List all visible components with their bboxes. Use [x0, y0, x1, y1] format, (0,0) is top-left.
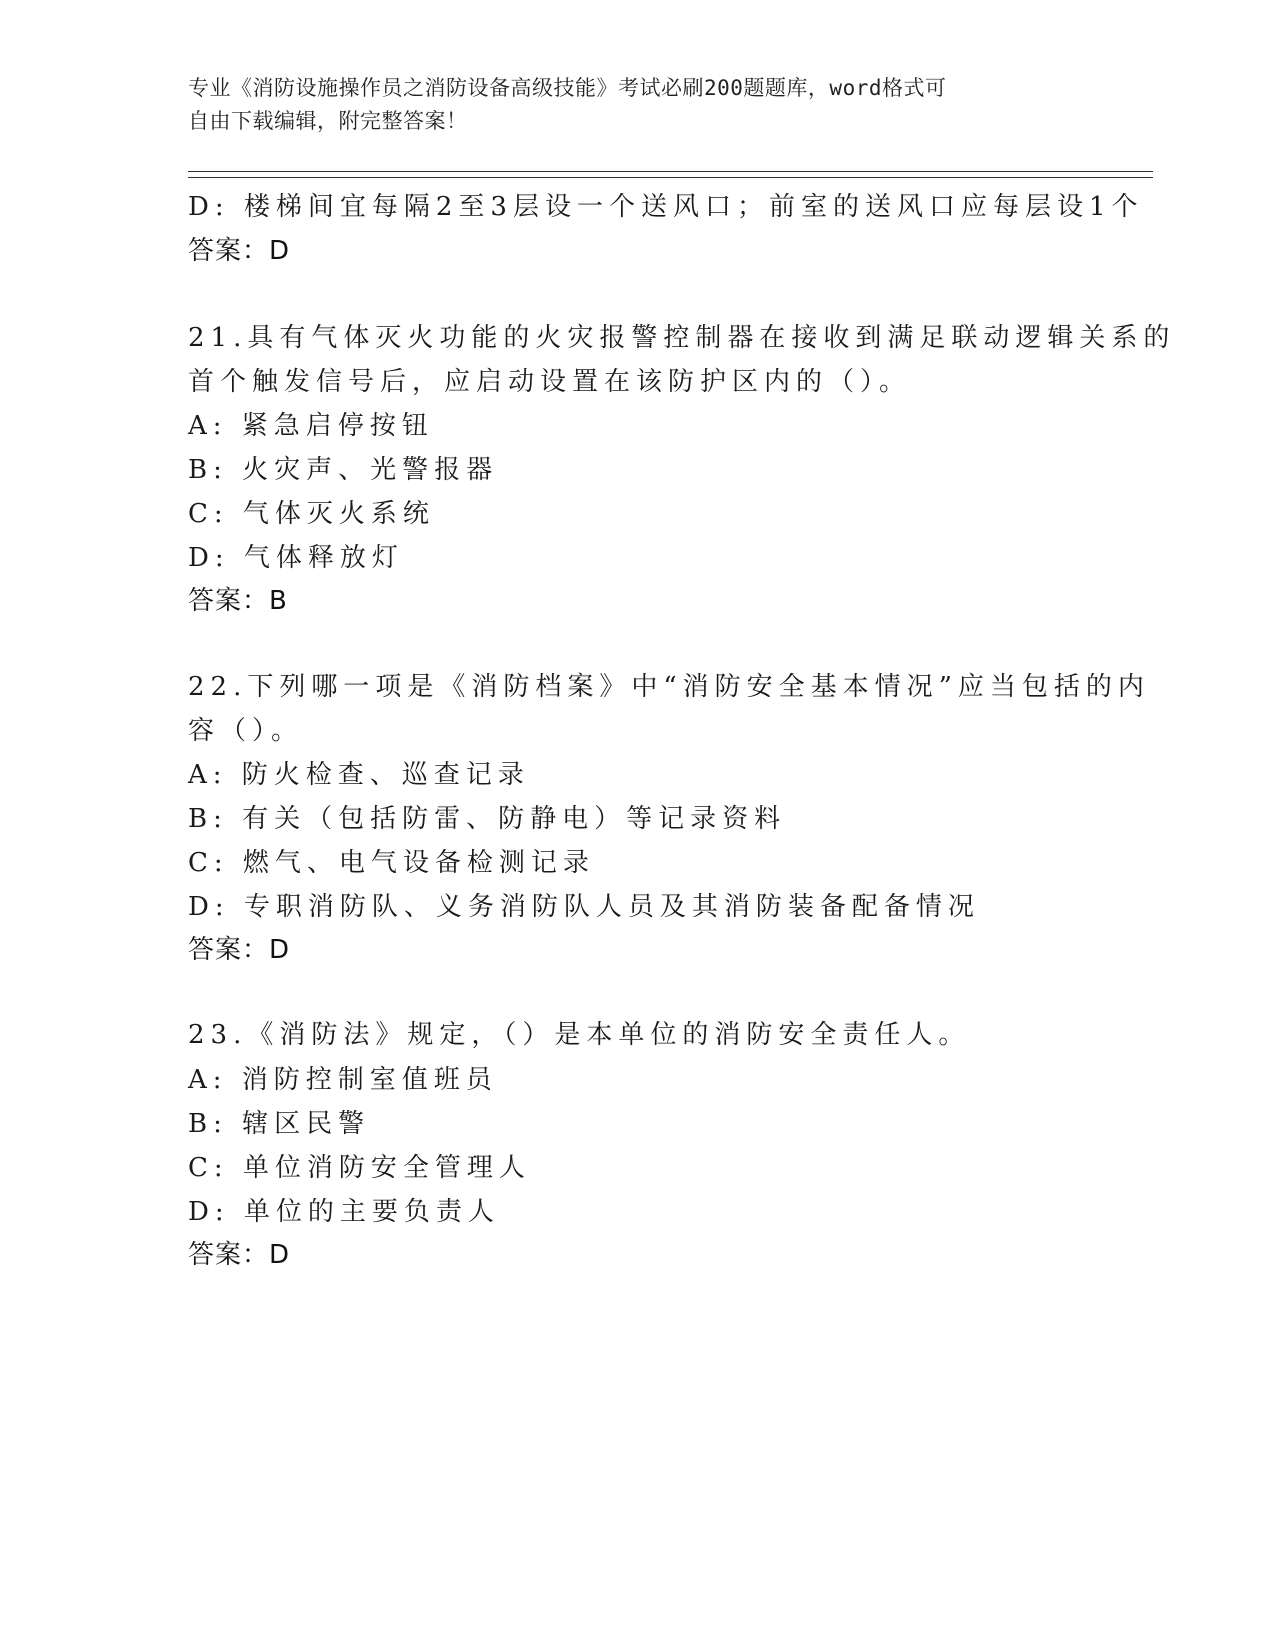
q21-option-a: A: 紧急启停按钮 [188, 411, 434, 441]
header-line-1: 专业《消防设施操作员之消防设备高级技能》考试必刷200题题库，word格式可 [188, 76, 947, 100]
q22-stem-line-2: 容（）。 [188, 716, 304, 746]
q21-stem-line-1: 21.具有气体灭火功能的火灾报警控制器在接收到满足联动逻辑关系的 [188, 323, 1176, 353]
q22-answer: 答案：D [188, 935, 291, 965]
q22-stem-line-1: 22.下列哪一项是《消防档案》中“消防安全基本情况”应当包括的内 [188, 672, 1150, 702]
q21-option-d: D: 气体释放灯 [188, 543, 404, 573]
q23-option-b: B: 辖区民警 [188, 1109, 371, 1139]
prev-answer: 答案：D [188, 236, 291, 266]
q23-option-a: A: 消防控制室值班员 [188, 1065, 498, 1095]
q23-option-d: D: 单位的主要负责人 [188, 1197, 500, 1227]
header-line-2: 自由下载编辑，附完整答案！ [188, 109, 468, 133]
q21-option-b: B: 火灾声、光警报器 [188, 455, 499, 485]
header-rule-top [188, 171, 1153, 172]
q21-option-c: C: 气体灭火系统 [188, 499, 435, 529]
q21-stem-line-2: 首个触发信号后，应启动设置在该防护区内的（）。 [188, 367, 912, 397]
q23-option-c: C: 单位消防安全管理人 [188, 1153, 531, 1183]
document-header [188, 72, 1088, 138]
q23-stem: 23.《消防法》规定，（）是本单位的消防安全责任人。 [188, 1020, 971, 1050]
q21-answer: 答案：B [188, 586, 288, 616]
q23-answer: 答案：D [188, 1240, 291, 1270]
q22-option-d: D: 专职消防队、义务消防队人员及其消防装备配备情况 [188, 892, 980, 922]
header-rule-bottom [188, 177, 1153, 178]
q22-option-a: A: 防火检查、巡查记录 [188, 760, 530, 790]
prev-option-d: D: 楼梯间宜每隔2至3层设一个送风口；前室的送风口应每层设1个 [188, 192, 1144, 222]
q22-option-b: B: 有关（包括防雷、防静电）等记录资料 [188, 804, 787, 834]
q22-option-c: C: 燃气、电气设备检测记录 [188, 848, 595, 878]
